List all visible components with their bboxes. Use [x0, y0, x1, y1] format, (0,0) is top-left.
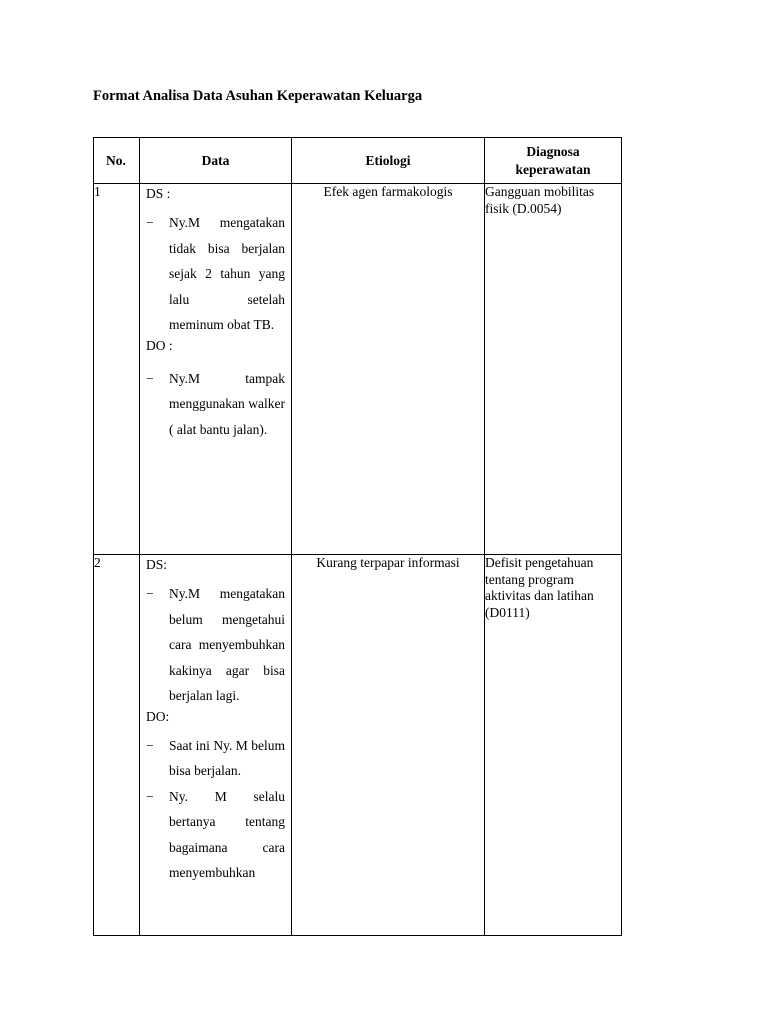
ds-label: DS : [146, 186, 171, 201]
do-item-text: Saat ini Ny. M belum bisa berjalan. [169, 737, 285, 778]
table-header-row [94, 138, 622, 184]
dash-bullet-icon: − [146, 586, 154, 601]
analysis-table [93, 137, 622, 936]
header-etiologi: Etiologi [292, 138, 485, 184]
etiologi-cell: Kurang terpapar informasi [292, 555, 485, 936]
table-row [94, 184, 622, 555]
do-item-text: Ny. M selalu bertanya tentang bagaimana cara menyembuhkan [169, 788, 285, 880]
list-item [146, 581, 285, 709]
dash-bullet-icon: − [146, 215, 154, 230]
do-label: DO: [146, 708, 170, 724]
dash-bullet-icon: − [146, 370, 154, 386]
do-item-text: Ny.M tampak menggunakan walker ( alat bantu jalan). [169, 370, 285, 437]
document-title: Format Analisa Data Asuhan Keperawatan Keluarga [93, 88, 423, 104]
header-no [94, 138, 140, 184]
ds-item-text: Ny.M mengatakan tidak bisa berjalan sejak 2 tahun yang lalu setelah meminum obat TB. [169, 215, 285, 332]
data-cell [140, 184, 292, 555]
row-number: 2 [94, 555, 140, 936]
table-row [94, 555, 622, 936]
diagnosa-cell: Defisit pengetahuan tentang program aktivitas dan latihan (D0111) [485, 555, 622, 936]
row-number: 1 [94, 184, 140, 555]
header-no-label: No. [106, 152, 126, 168]
list-item [146, 366, 285, 443]
header-data: Data [140, 138, 292, 184]
ds-label: DS: [146, 557, 168, 572]
do-label: DO : [146, 337, 173, 353]
ds-item-text: Ny.M mengatakan belum mengetahui cara menyembuhkan kakinya agar bisa berjalan lagi. [169, 586, 285, 703]
dash-bullet-icon: − [146, 788, 154, 804]
list-item [146, 210, 285, 338]
header-diagnosa-line2: keperawatan [515, 161, 591, 177]
etiologi-cell: Efek agen farmakologis [292, 184, 485, 555]
header-diagnosa [485, 138, 622, 184]
list-item [146, 733, 285, 784]
dash-bullet-icon: − [146, 737, 154, 753]
list-item [146, 784, 285, 886]
header-diagnosa-line1: Diagnosa [526, 143, 580, 159]
diagnosa-cell: Gangguan mobilitas fisik (D.0054) [485, 184, 622, 555]
data-cell [140, 555, 292, 936]
